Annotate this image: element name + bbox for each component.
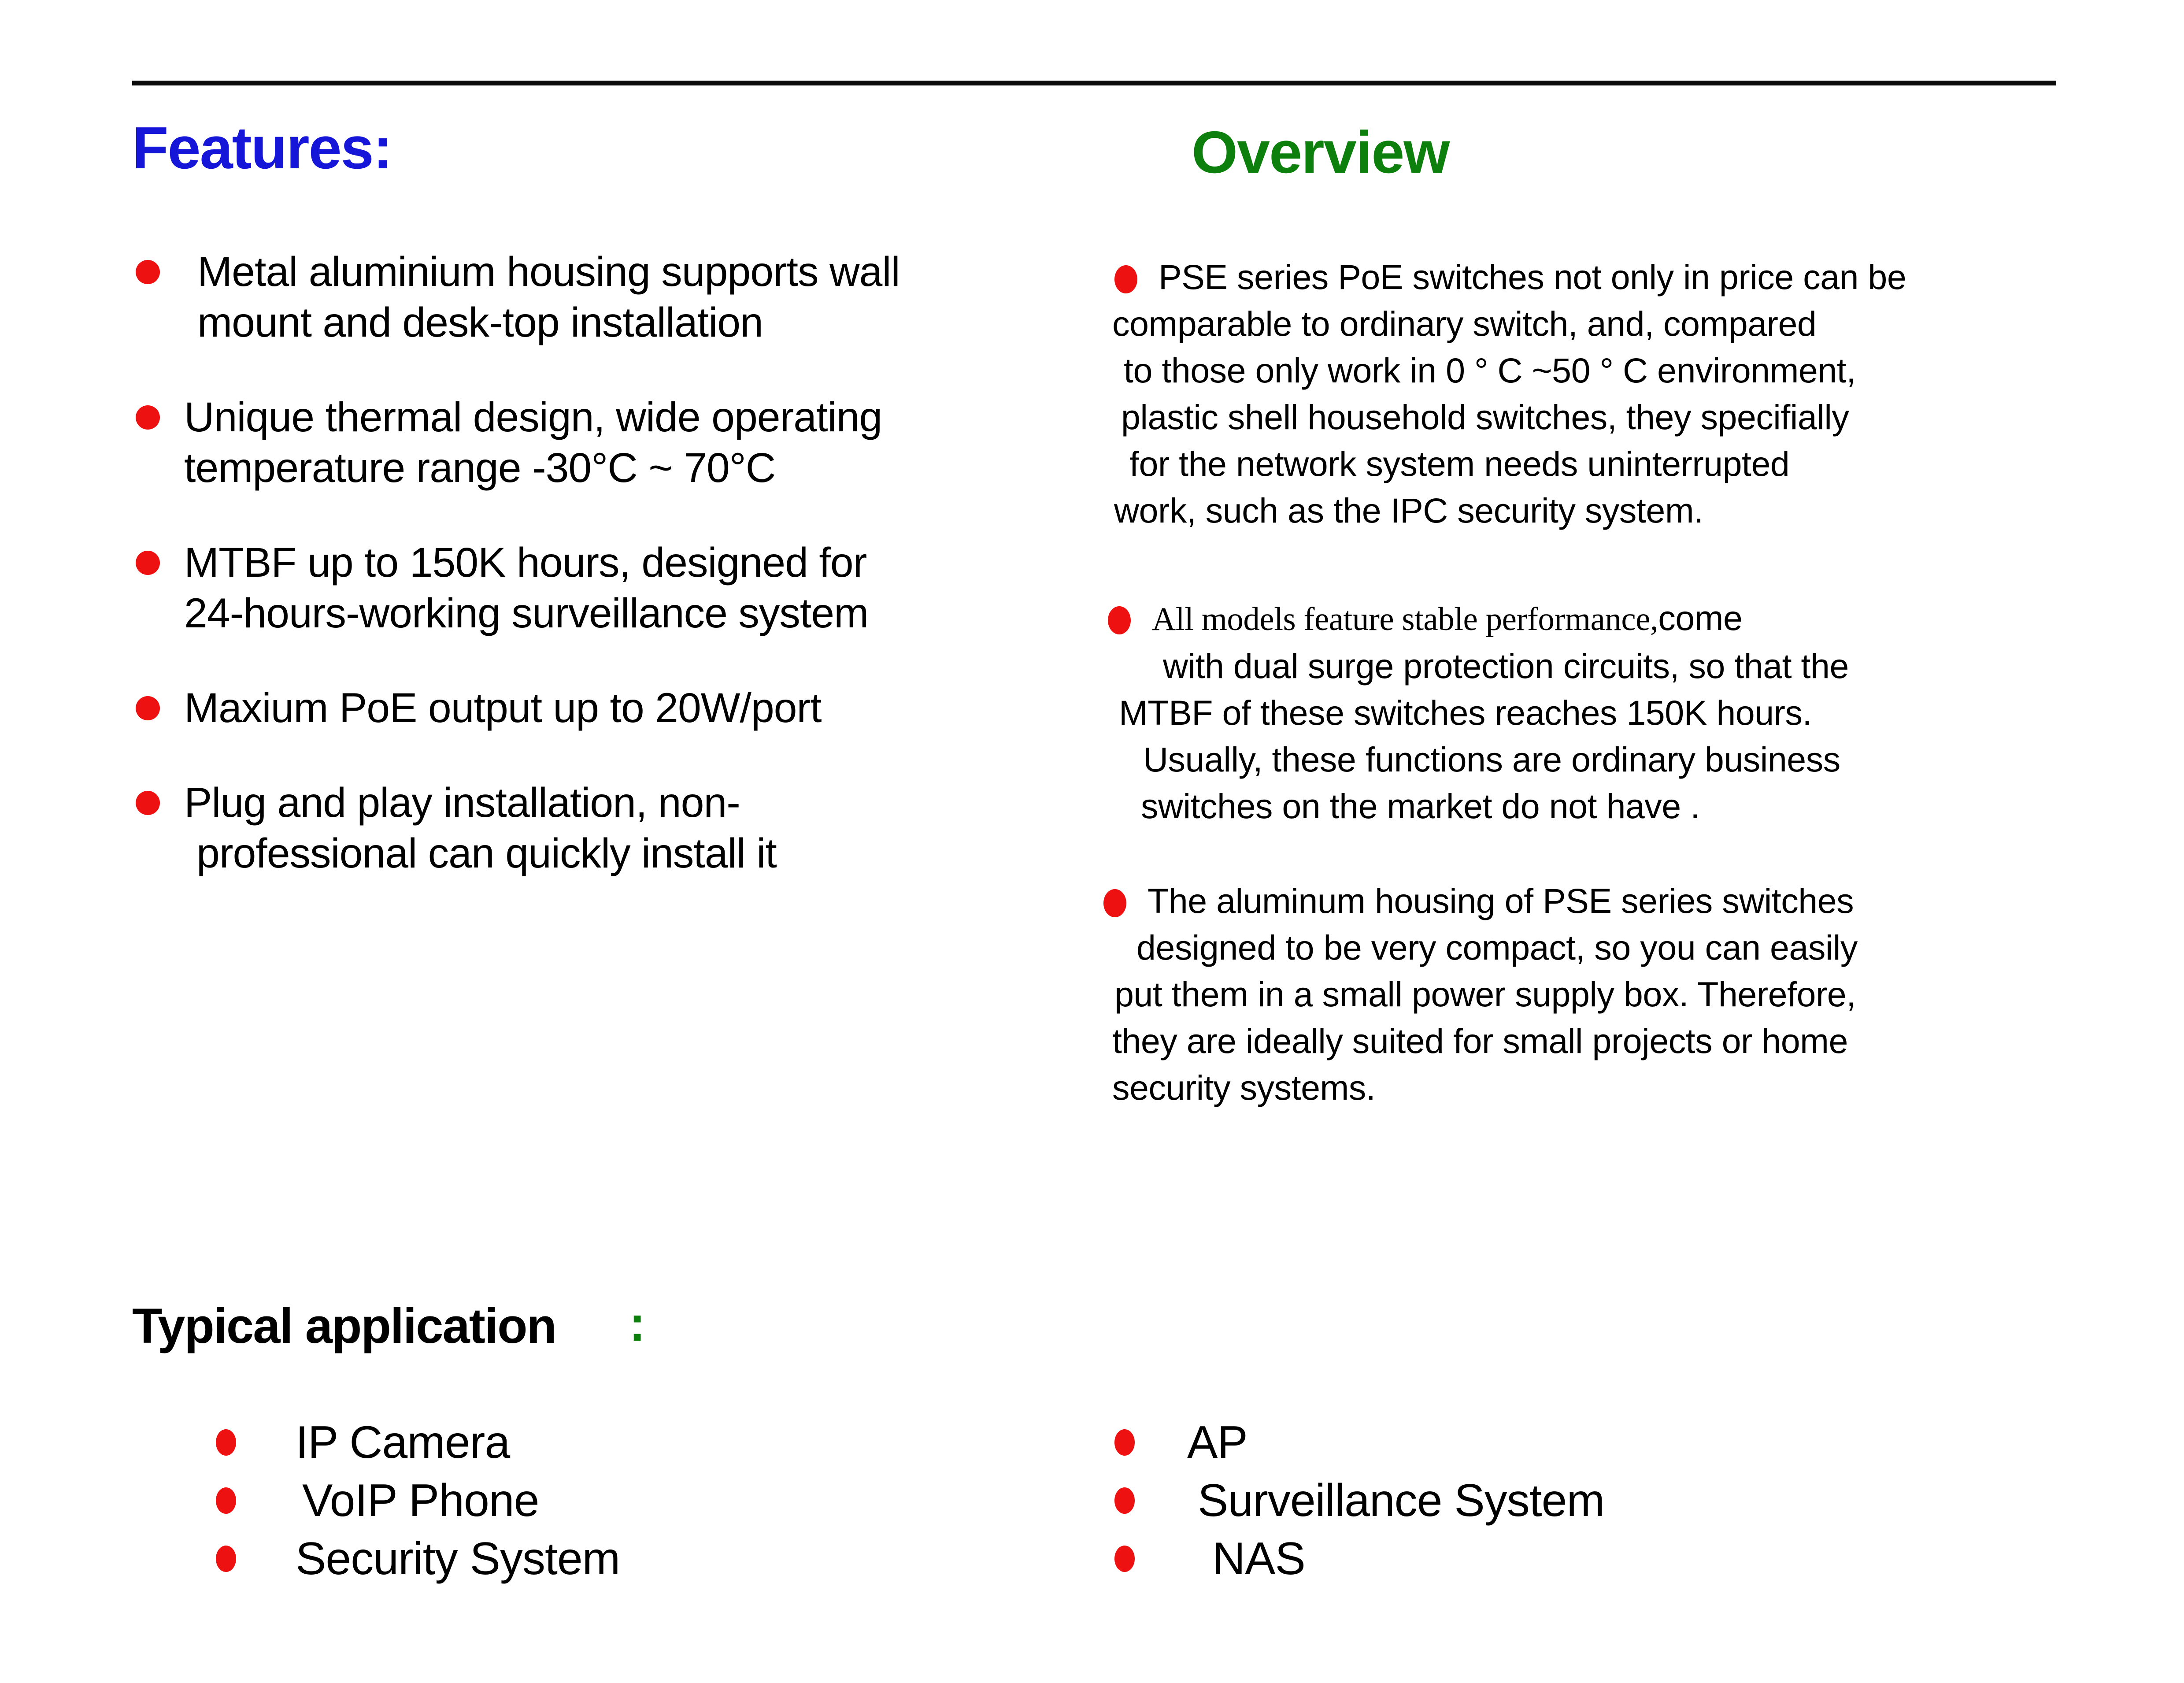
feature-line: 24-hours-working surveillance system — [184, 590, 869, 637]
application-item — [1114, 1472, 1604, 1530]
application-label: AP — [1187, 1416, 1247, 1468]
overview-line: to those only work in 0 ° C ~50 ° C environment, — [1124, 351, 1856, 390]
bullet-icon — [136, 551, 160, 575]
feature-text — [184, 247, 900, 348]
overview-line: designed to be very compact, so you can easily — [1136, 928, 1858, 967]
overview-line: security systems. — [1112, 1068, 1376, 1107]
overview-paragraph-1 — [1097, 254, 2154, 534]
typical-application-colon: : — [629, 1296, 646, 1351]
bullet-icon — [136, 260, 160, 284]
features-heading: Features: — [132, 115, 392, 181]
overview-line — [1097, 254, 2154, 300]
application-label: NAS — [1212, 1533, 1305, 1584]
overview-heading: Overview — [1192, 119, 1449, 185]
feature-item — [132, 392, 1013, 493]
bullet-icon — [216, 1546, 236, 1572]
overview-text: PSE series PoE switches not only in price can be — [1159, 257, 1906, 297]
feature-text — [184, 778, 777, 879]
overview-line: Usually, these functions are ordinary business — [1143, 740, 1840, 779]
feature-item — [132, 683, 1013, 734]
application-label: Security System — [296, 1533, 620, 1584]
application-item — [216, 1413, 620, 1472]
overview-line: work, such as the IPC security system. — [1114, 491, 1703, 530]
feature-line: MTBF up to 150K hours, designed for — [184, 539, 867, 586]
feature-text — [184, 392, 882, 493]
application-label: Surveillance System — [1198, 1475, 1605, 1526]
application-list-left — [216, 1413, 620, 1588]
application-item — [216, 1530, 620, 1588]
application-item — [1114, 1530, 1604, 1588]
overview-line: switches on the market do not have . — [1141, 786, 1700, 826]
feature-line: Metal aluminium housing supports wall — [197, 248, 900, 295]
feature-item — [132, 538, 1013, 639]
overview-line — [1097, 595, 2154, 643]
overview-text-serif: All models feature stable performance, — [1152, 601, 1658, 638]
application-item — [216, 1472, 620, 1530]
feature-line: Unique thermal design, wide operating — [184, 394, 882, 441]
overview-text: come — [1658, 598, 1743, 638]
overview-line: MTBF of these switches reaches 150K hours. — [1119, 693, 1812, 732]
feature-line: Maxium PoE output up to 20W/port — [184, 685, 822, 731]
overview-paragraph-3 — [1097, 878, 2154, 1111]
overview-line: comparable to ordinary switch, and, compared — [1112, 304, 1817, 343]
bullet-icon — [1103, 889, 1126, 917]
bullet-icon — [1108, 606, 1131, 634]
feature-text — [184, 538, 868, 639]
application-label: IP Camera — [296, 1416, 510, 1468]
feature-text — [184, 683, 822, 734]
features-list — [132, 247, 1013, 923]
top-divider — [132, 81, 2056, 85]
bullet-icon — [1114, 1487, 1135, 1514]
application-item — [1114, 1413, 1604, 1472]
bullet-icon — [1114, 265, 1137, 293]
application-label: VoIP Phone — [302, 1475, 539, 1526]
overview-line: put them in a small power supply box. Therefore, — [1114, 975, 1856, 1014]
application-list-right — [1114, 1413, 1604, 1588]
bullet-icon — [1114, 1546, 1135, 1572]
feature-item — [132, 778, 1013, 879]
bullet-icon — [1114, 1429, 1135, 1456]
bullet-icon — [216, 1487, 236, 1514]
feature-line: temperature range -30°C ~ 70°C — [184, 445, 776, 491]
feature-line: mount and desk-top installation — [197, 299, 763, 346]
bullet-icon — [136, 791, 160, 815]
feature-line: Plug and play installation, non- — [184, 779, 740, 826]
bullet-icon — [136, 696, 160, 720]
bullet-icon — [216, 1429, 236, 1456]
overview-line: they are ideally suited for small projects or home — [1112, 1021, 1848, 1060]
overview-text: The aluminum housing of PSE series switches — [1148, 881, 1854, 920]
overview-line — [1097, 878, 2154, 924]
overview-line: plastic shell household switches, they specifially — [1121, 397, 1849, 437]
overview-paragraph-2 — [1097, 595, 2154, 830]
typical-application-heading: Typical application — [132, 1298, 556, 1353]
feature-item — [132, 247, 1013, 348]
overview-line: for the network system needs uninterrupted — [1129, 444, 1790, 483]
overview-line: with dual surge protection circuits, so that the — [1163, 646, 1849, 686]
bullet-icon — [136, 405, 160, 430]
feature-line: professional can quickly install it — [196, 830, 777, 877]
